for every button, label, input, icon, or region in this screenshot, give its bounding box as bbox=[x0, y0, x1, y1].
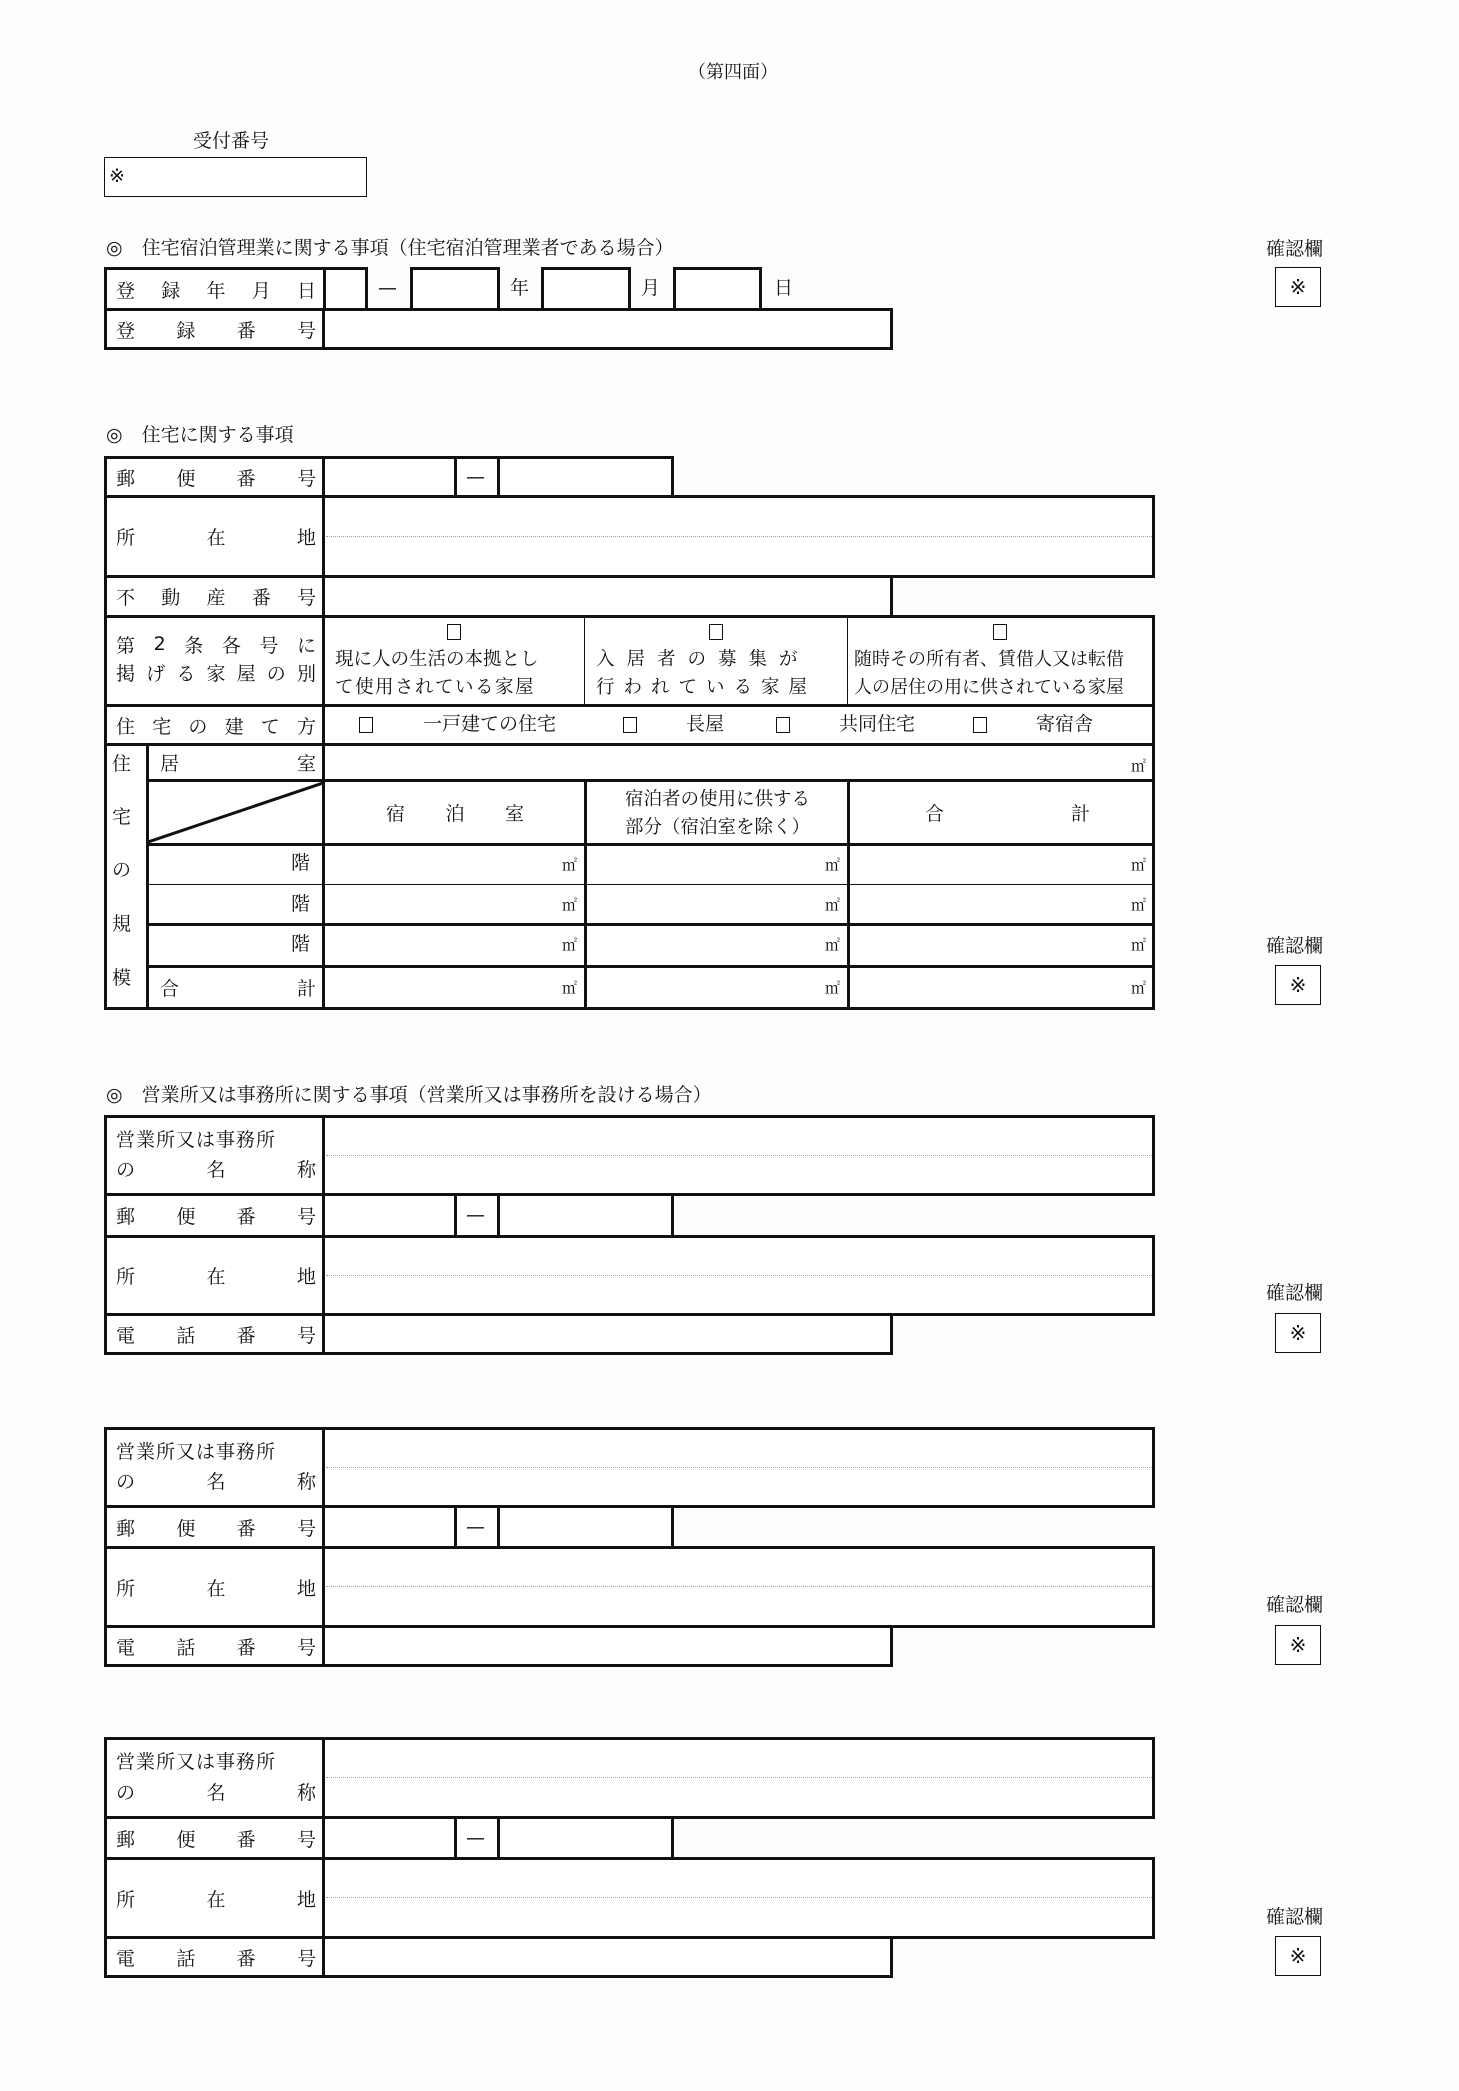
floor-2-guest-area-field[interactable]: ㎡ bbox=[824, 896, 840, 914]
office-3-postal-label: 郵 便 番 号 bbox=[116, 1828, 316, 1851]
floor-1-guest-area-field[interactable]: ㎡ bbox=[824, 856, 840, 874]
building-type-label: 住 宅 の 建 て 方 bbox=[116, 715, 316, 738]
confirm-label: 確認欄 bbox=[1266, 1594, 1324, 1616]
registration-number-field[interactable] bbox=[326, 311, 890, 347]
apartment-label: 共同住宅 bbox=[839, 713, 916, 735]
category-option-1[interactable]: 現に人の生活の本拠とし て使用されている家屋 bbox=[325, 617, 584, 705]
reference-mark-icon: ※ bbox=[1289, 1633, 1307, 1657]
office-2-address-label: 所 在 地 bbox=[116, 1577, 316, 1600]
floor-1-lodging-area-field[interactable]: ㎡ bbox=[561, 856, 577, 874]
floor-2-total-area-field[interactable]: ㎡ bbox=[1130, 896, 1146, 914]
office-1-address-field[interactable] bbox=[326, 1238, 1152, 1313]
house-address-label: 所 在 地 bbox=[116, 527, 316, 549]
confirm-label: 確認欄 bbox=[1266, 935, 1324, 957]
reference-mark-icon: ※ bbox=[1289, 1321, 1307, 1345]
office-1-postal-label: 郵 便 番 号 bbox=[116, 1206, 316, 1228]
category-3-checkbox[interactable] bbox=[993, 624, 1007, 640]
office-1-name-field[interactable] bbox=[326, 1118, 1152, 1193]
reference-mark-icon: ※ bbox=[1289, 973, 1307, 997]
postal-dash: — bbox=[466, 466, 485, 488]
total-guest-area-field[interactable]: ㎡ bbox=[824, 979, 840, 997]
row-house-checkbox[interactable] bbox=[623, 717, 637, 733]
office-2-address-field[interactable] bbox=[326, 1549, 1152, 1625]
office-2-phone-field[interactable] bbox=[326, 1628, 890, 1664]
office-3-address-field[interactable] bbox=[326, 1860, 1152, 1936]
reference-mark-icon: ※ bbox=[109, 165, 125, 187]
year-label: 年 bbox=[510, 277, 530, 299]
confirm-box bbox=[1275, 965, 1321, 1005]
row-house-label: 長屋 bbox=[686, 713, 725, 735]
month-label: 月 bbox=[641, 277, 661, 299]
category-2-checkbox[interactable] bbox=[709, 624, 723, 640]
dormitory-label: 寄宿舎 bbox=[1036, 713, 1094, 735]
living-room-label: 居 室 bbox=[160, 753, 316, 775]
day-field[interactable] bbox=[673, 267, 762, 311]
office-1-postal-second-field[interactable] bbox=[501, 1196, 671, 1235]
section-manager-heading: ◎ 住宅宿泊管理業に関する事項（住宅宿泊管理業者である場合） bbox=[106, 237, 674, 259]
office-2-postal-first-field[interactable] bbox=[326, 1508, 453, 1546]
confirm-box bbox=[1275, 1313, 1321, 1353]
house-category-label-line2: 掲 げ る 家 屋 の 別 bbox=[116, 662, 316, 685]
category-option-2[interactable]: 入居者の募集が 行われている家屋 bbox=[586, 617, 846, 705]
office-3-name-field[interactable] bbox=[326, 1740, 1152, 1816]
house-category-label-line1: 第 2 条 各 号 に bbox=[116, 633, 316, 657]
office-3-address-label: 所 在 地 bbox=[116, 1888, 316, 1911]
office-name-label-line2: の 名 称 bbox=[116, 1158, 316, 1181]
office-3-phone-field[interactable] bbox=[326, 1939, 890, 1975]
confirm-label: 確認欄 bbox=[1266, 1906, 1324, 1928]
floor-3-lodging-area-field[interactable]: ㎡ bbox=[561, 936, 577, 954]
office-1-phone-field[interactable] bbox=[326, 1316, 890, 1352]
property-number-label: 不 動 産 番 号 bbox=[116, 587, 316, 609]
lodging-room-header: 宿 泊 室 bbox=[386, 803, 524, 825]
confirm-label: 確認欄 bbox=[1266, 1282, 1324, 1304]
month-field[interactable] bbox=[541, 267, 631, 311]
total-header: 合 計 bbox=[925, 803, 1090, 825]
house-address-field[interactable] bbox=[326, 498, 1152, 575]
office-2-postal-second-field[interactable] bbox=[501, 1508, 671, 1546]
registration-number-label: 登 録 番 号 bbox=[116, 319, 316, 342]
office-1-address-label: 所 在 地 bbox=[116, 1266, 316, 1288]
floor-3-guest-area-field[interactable]: ㎡ bbox=[824, 936, 840, 954]
house-postal-label: 郵 便 番 号 bbox=[116, 467, 316, 490]
office-name-label-line1: 営業所又は事務所 bbox=[116, 1129, 277, 1151]
day-label: 日 bbox=[774, 277, 794, 299]
era-field[interactable] bbox=[323, 267, 368, 311]
year-field[interactable] bbox=[410, 267, 500, 311]
detached-house-checkbox[interactable] bbox=[359, 717, 373, 733]
floor-3-total-area-field[interactable]: ㎡ bbox=[1130, 936, 1146, 954]
receipt-number-label: 受付番号 bbox=[193, 130, 270, 152]
property-number-field[interactable] bbox=[326, 578, 890, 615]
receipt-number-field[interactable] bbox=[104, 157, 367, 197]
scale-total-label: 合 計 bbox=[160, 978, 316, 1000]
living-room-area-field[interactable] bbox=[326, 746, 1152, 779]
office-3-phone-label: 電 話 番 号 bbox=[116, 1947, 316, 1970]
office-2-name-field[interactable] bbox=[326, 1430, 1152, 1505]
office-2-phone-label: 電 話 番 号 bbox=[116, 1636, 316, 1659]
confirm-box bbox=[1275, 267, 1321, 307]
house-postal-code-first-field[interactable] bbox=[326, 459, 453, 495]
confirm-label: 確認欄 bbox=[1266, 238, 1324, 260]
house-postal-code-second-field[interactable] bbox=[501, 459, 671, 495]
office-2-postal-label: 郵 便 番 号 bbox=[116, 1517, 316, 1540]
dormitory-checkbox[interactable] bbox=[973, 717, 987, 733]
office-3-postal-first-field[interactable] bbox=[326, 1819, 453, 1857]
square-meter-unit: ㎡ bbox=[1130, 757, 1146, 775]
category-1-checkbox[interactable] bbox=[447, 624, 461, 640]
reference-mark-icon: ※ bbox=[1289, 275, 1307, 299]
total-lodging-area-field[interactable]: ㎡ bbox=[561, 979, 577, 997]
registration-date-label: 登 録 年 月 日 bbox=[116, 279, 316, 302]
page-face-label: （第四面） bbox=[688, 62, 778, 83]
diagonal-slash-icon bbox=[148, 782, 323, 843]
reference-mark-icon: ※ bbox=[1289, 1944, 1307, 1968]
apartment-checkbox[interactable] bbox=[776, 717, 790, 733]
category-option-3[interactable]: 随時その所有者、賃借人又は転借 人の居住の用に供されている家屋 bbox=[849, 617, 1153, 705]
office-3-postal-second-field[interactable] bbox=[501, 1819, 671, 1857]
era-dash: — bbox=[378, 277, 397, 299]
detached-house-label: 一戸建ての住宅 bbox=[423, 713, 557, 735]
guest-use-area-header: 宿泊者の使用に供する 部分（宿泊室を除く） bbox=[624, 789, 810, 838]
section-house-heading: ◎ 住宅に関する事項 bbox=[106, 424, 294, 446]
confirm-box bbox=[1275, 1625, 1321, 1665]
section-office-heading: ◎ 営業所又は事務所に関する事項（営業所又は事務所を設ける場合） bbox=[106, 1084, 712, 1106]
confirm-box bbox=[1275, 1936, 1321, 1976]
floor-1-total-area-field[interactable]: ㎡ bbox=[1130, 856, 1146, 874]
office-1-postal-first-field[interactable] bbox=[326, 1196, 453, 1235]
total-total-area-field[interactable]: ㎡ bbox=[1130, 979, 1146, 997]
floor-2-lodging-area-field[interactable]: ㎡ bbox=[561, 896, 577, 914]
office-1-phone-label: 電 話 番 号 bbox=[116, 1324, 316, 1347]
